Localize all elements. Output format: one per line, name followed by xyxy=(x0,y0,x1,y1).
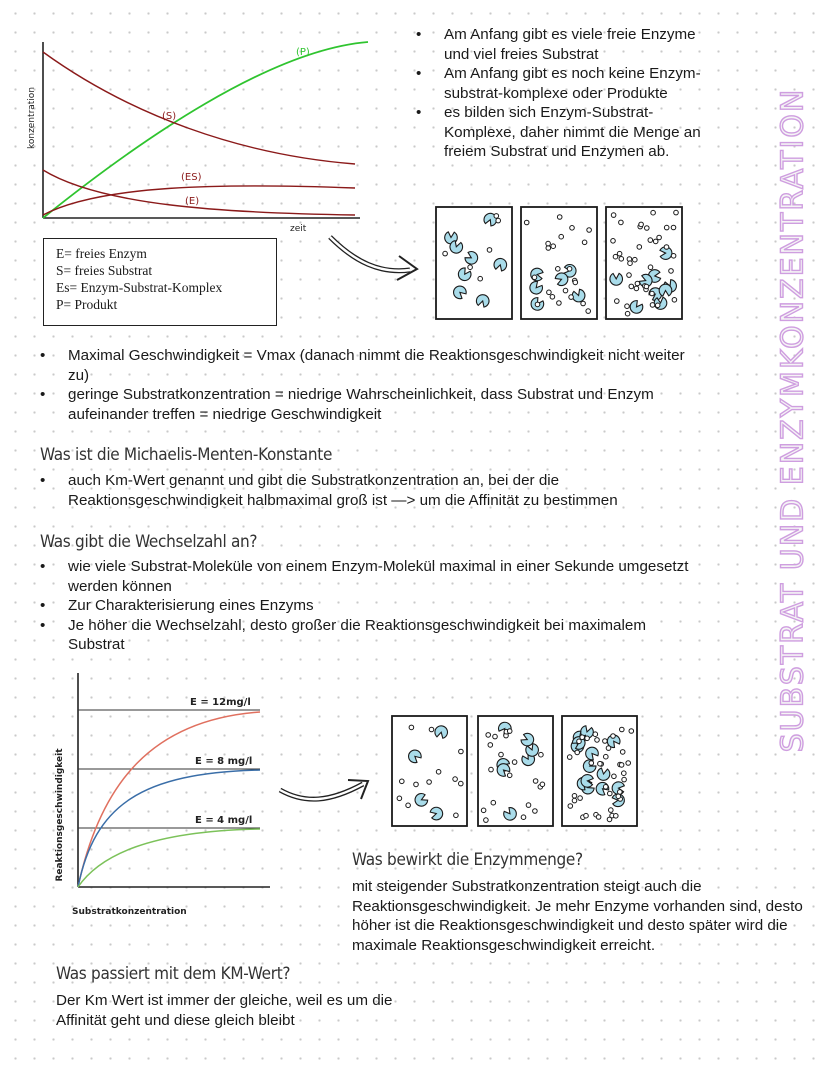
legend-item: E= freies Enzym xyxy=(56,246,147,261)
substrate-icon xyxy=(533,809,538,814)
substrate-icon xyxy=(584,813,589,818)
substrate-icon xyxy=(655,303,660,308)
substrate-icon xyxy=(657,235,662,240)
series-label: E = 8 mg/l xyxy=(195,756,253,767)
substrate-icon xyxy=(567,267,572,272)
x-axis-label: zeit xyxy=(290,224,307,234)
substrate-icon xyxy=(572,798,577,803)
substrate-icon xyxy=(639,222,644,227)
substrate-icon xyxy=(532,275,537,280)
substrate-icon xyxy=(459,749,464,754)
km-wert-text: Der Km Wert ist immer der gleiche, weil es um die Affinität geht und diese gleich bleibt xyxy=(56,992,393,1029)
substrate-icon xyxy=(478,276,483,281)
substrate-icon xyxy=(611,213,616,218)
substrate-icon xyxy=(653,239,658,244)
substrate-icon xyxy=(628,261,633,266)
curved-arrow-icon xyxy=(275,772,375,812)
substrate-icon xyxy=(556,267,561,272)
substrate-icon xyxy=(651,210,656,215)
label-p: (P) xyxy=(296,47,310,58)
substrate-icon xyxy=(535,302,540,307)
substrate-icon xyxy=(626,761,631,766)
legend-item: Es= Enzym-Substrat-Komplex xyxy=(56,280,223,295)
enzymmenge-text: mit steigender Substratkonzentration steigt auch die Reaktionsgeschwindigkeit. Je mehr Enzyme vorhanden sind, desto höher ist die Reaktionsgeschwindigkeit und desto später wird die maximale Reaktionsgeschwindigkeit erreicht. xyxy=(352,878,803,954)
substrate-icon xyxy=(547,290,552,295)
heading-km-wert: Was passiert mit dem KM-Wert? xyxy=(56,964,291,984)
legend-box xyxy=(43,238,277,326)
substrate-icon xyxy=(611,734,616,739)
substrate-icon xyxy=(507,773,512,778)
heading-michaelis-menten: Was ist die Michaelis-Menten-Konstante xyxy=(40,445,333,465)
substrate-icon xyxy=(443,251,448,256)
substrate-icon xyxy=(521,815,526,820)
substrate-icon xyxy=(453,777,458,782)
substrate-icon xyxy=(648,238,653,243)
list-item: • geringe Substratkonzentration = niedrige Wahrscheinlichkeit, dass Substrat und Enzym aufeinander treffen = niedrige Geschwindigkeit xyxy=(40,385,700,424)
substrate-icon xyxy=(569,295,574,300)
substrate-icon xyxy=(645,226,650,231)
substrate-icon xyxy=(577,739,582,744)
substrate-icon xyxy=(608,791,613,796)
substrate-icon xyxy=(494,214,499,219)
substrate-icon xyxy=(614,814,619,819)
substrate-icon xyxy=(533,779,538,784)
substrate-icon xyxy=(546,241,551,246)
substrate-icon xyxy=(409,725,414,730)
substrate-icon xyxy=(563,288,568,293)
substrate-icon xyxy=(568,804,573,809)
substrate-icon xyxy=(557,215,562,220)
label-es: (ES) xyxy=(181,172,202,183)
substrate-icon xyxy=(619,763,624,768)
legend-item: P= Produkt xyxy=(56,297,118,312)
curved-arrow-icon xyxy=(325,232,425,282)
x-axis-label: Substratkonzentration xyxy=(72,907,187,917)
list-item: • auch Km-Wert genannt und gibt die Substratkonzentration an, bei der die Reaktionsgeschwindigkeit halbmaximal groß ist —> um die Affinität zu bestimmen xyxy=(40,471,720,510)
y-axis-label: Reaktionsgeschwindigkeit xyxy=(55,748,65,882)
substrate-icon xyxy=(650,291,655,296)
heading-wechselzahl: Was gibt die Wechselzahl an? xyxy=(40,532,258,552)
substrate-icon xyxy=(619,257,624,262)
substrate-icon xyxy=(570,226,575,231)
curve-p xyxy=(43,42,368,218)
substrate-icon xyxy=(615,299,620,304)
substrate-icon xyxy=(484,818,489,823)
substrate-icon xyxy=(578,796,583,801)
substrate-icon xyxy=(489,767,494,772)
substrate-icon xyxy=(616,794,621,799)
substrate-icon xyxy=(427,780,432,785)
substrate-icon xyxy=(587,228,592,233)
molecule-box xyxy=(392,716,467,826)
substrate-icon xyxy=(613,254,618,259)
substrate-icon xyxy=(627,273,632,278)
substrate-icon xyxy=(622,771,627,776)
substrate-icon xyxy=(406,803,411,808)
molecule-boxes-bottom xyxy=(390,712,640,830)
substrate-icon xyxy=(582,240,587,245)
substrate-icon xyxy=(619,220,624,225)
list-item: • Maximal Geschwindigkeit = Vmax (danach nimmt die Reaktionsgeschwindigkeit nicht weiter zu) xyxy=(40,346,700,385)
substrate-icon xyxy=(429,727,434,732)
substrate-icon xyxy=(526,803,531,808)
substrate-icon xyxy=(397,796,402,801)
substrate-icon xyxy=(644,284,649,289)
substrate-icon xyxy=(581,301,586,306)
substrate-icon xyxy=(459,781,464,786)
substrate-icon xyxy=(486,733,491,738)
substrate-icon xyxy=(557,301,562,306)
substrate-icon xyxy=(650,303,655,308)
concentration-chart xyxy=(20,20,370,235)
substrate-icon xyxy=(671,225,676,230)
substrate-icon xyxy=(596,815,601,820)
substrate-icon xyxy=(481,808,486,813)
substrate-icon xyxy=(674,210,679,215)
substrate-icon xyxy=(598,761,603,766)
substrate-icon xyxy=(611,239,616,244)
substrate-icon xyxy=(580,735,585,740)
y-axis-label: konzentration xyxy=(27,86,37,150)
substrate-icon xyxy=(625,311,630,316)
substrate-icon xyxy=(586,309,591,314)
substrate-icon xyxy=(468,265,473,270)
list-item: • wie viele Substrat-Moleküle von einem Enzym-Molekül maximal in einer Sekunde umgesetzt werden können xyxy=(40,557,700,596)
molecule-boxes-top xyxy=(434,205,686,321)
series-label: E = 4 mg/l xyxy=(195,815,253,826)
substrate-icon xyxy=(400,779,405,784)
list-item: • es bilden sich Enzym-Substrat-Komplexe, daher nimmt die Menge an freiem Substrat und Enzymen ab. xyxy=(416,103,701,162)
substrate-icon xyxy=(491,800,496,805)
substrate-icon xyxy=(540,782,545,787)
substrate-icon xyxy=(573,280,578,285)
substrate-icon xyxy=(454,813,459,818)
substrate-icon xyxy=(524,220,529,225)
substrate-icon xyxy=(637,245,642,250)
substrate-icon xyxy=(539,752,544,757)
substrate-icon xyxy=(585,736,590,741)
km-bullet-list xyxy=(40,471,720,510)
substrate-icon xyxy=(622,777,627,782)
substrate-icon xyxy=(606,746,611,751)
substrate-icon xyxy=(551,244,556,249)
list-item: • Am Anfang gibt es noch keine Enzym-substrat-komplexe oder Produkte xyxy=(416,64,701,103)
substrate-icon xyxy=(414,782,419,787)
top-bullet-list xyxy=(416,25,701,162)
substrate-icon xyxy=(604,754,609,759)
substrate-icon xyxy=(487,248,492,253)
list-item: • Je höher die Wechselzahl, desto großer die Reaktionsgeschwindigkeit bei maximalem Substrat xyxy=(40,616,700,655)
substrate-icon xyxy=(609,808,614,813)
substrate-icon xyxy=(635,281,640,286)
middle-bullet-list xyxy=(40,346,700,424)
sidebar-title xyxy=(773,87,813,753)
substrate-icon xyxy=(488,743,493,748)
substrate-icon xyxy=(567,755,572,760)
substrate-icon xyxy=(550,295,555,300)
list-item: • Zur Charakterisierung eines Enzyms xyxy=(40,596,700,616)
substrate-icon xyxy=(572,794,577,799)
substrate-icon xyxy=(664,245,669,250)
substrate-icon xyxy=(493,734,498,739)
list-item: • Am Anfang gibt es viele freie Enzyme und viel freies Substrat xyxy=(416,25,701,64)
curve-4 xyxy=(78,829,260,887)
substrate-icon xyxy=(629,284,634,289)
substrate-icon xyxy=(603,785,608,790)
substrate-icon xyxy=(617,251,622,256)
substrate-icon xyxy=(595,738,600,743)
wechselzahl-bullet-list xyxy=(40,557,700,655)
substrate-icon xyxy=(559,234,564,239)
legend-item: S= freies Substrat xyxy=(56,263,153,278)
substrate-icon xyxy=(593,732,598,737)
substrate-icon xyxy=(575,750,580,755)
label-e: (E) xyxy=(185,196,200,207)
substrate-icon xyxy=(625,304,630,309)
substrate-icon xyxy=(620,727,625,732)
substrate-icon xyxy=(589,761,594,766)
substrate-icon xyxy=(499,752,504,757)
substrate-icon xyxy=(664,225,669,230)
substrate-icon xyxy=(507,729,512,734)
substrate-icon xyxy=(669,269,674,274)
substrate-icon xyxy=(633,257,638,262)
label-s: (S) xyxy=(162,111,177,122)
substrate-icon xyxy=(672,298,677,303)
substrate-icon xyxy=(620,750,625,755)
sidebar-title-text: SUBSTRAT UND ENZYMKONZENTRATION xyxy=(775,87,811,753)
substrate-icon xyxy=(603,739,608,744)
heading-enzymmenge: Was bewirkt die Enzymmenge? xyxy=(352,850,583,870)
series-label: E = 12mg/l xyxy=(190,697,251,708)
velocity-chart xyxy=(40,665,280,925)
substrate-icon xyxy=(634,286,639,291)
substrate-icon xyxy=(496,218,501,223)
substrate-icon xyxy=(612,774,617,779)
substrate-icon xyxy=(629,729,634,734)
substrate-icon xyxy=(671,254,676,259)
substrate-icon xyxy=(512,760,517,765)
substrate-icon xyxy=(648,265,653,270)
substrate-icon xyxy=(436,770,441,775)
